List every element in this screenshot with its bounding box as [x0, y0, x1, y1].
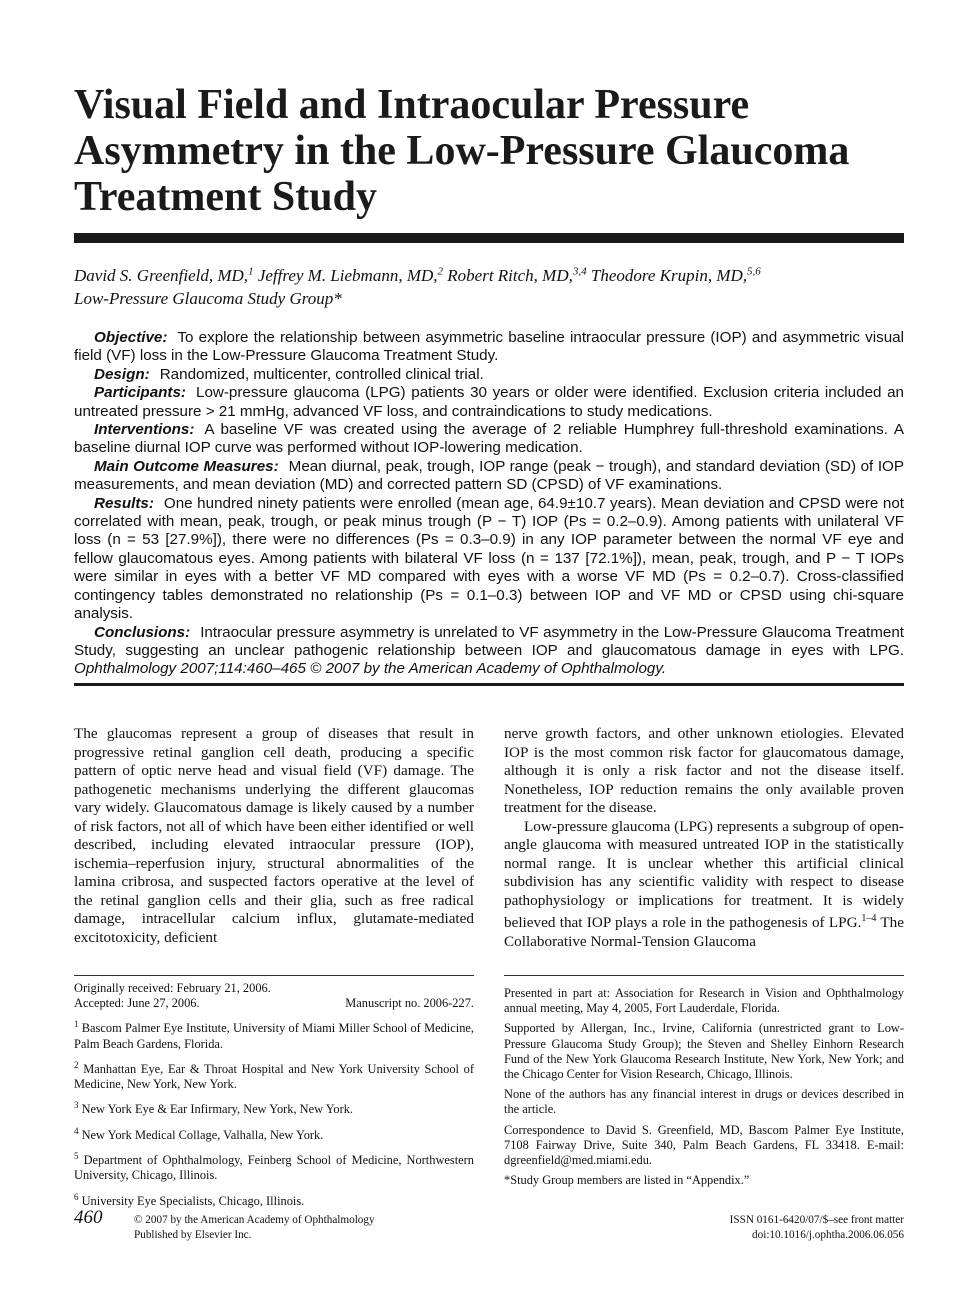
affiliation	[74, 1124, 474, 1143]
author-affil: 5,6	[747, 265, 761, 278]
study-group: Low-Pressure Glaucoma Study Group*	[74, 289, 342, 308]
abstract-label: Objective:	[94, 329, 168, 346]
abstract-design	[74, 366, 904, 384]
manuscript-number: Manuscript no. 2006-227.	[345, 996, 474, 1011]
abstract-text: Intraocular pressure asymmetry is unrelated to VF asymmetry in the Low-Pressure Glaucoma Treatment Study, suggesting an unclear pathogenic relationship between IOP and glaucomatous damage in eyes with LPG.	[74, 623, 904, 659]
publisher-info	[134, 1213, 375, 1243]
author-affil: 2	[437, 265, 444, 278]
affiliation-number: 6	[74, 1191, 79, 1202]
affiliation-number: 2	[74, 1059, 79, 1070]
doi-line[interactable]: doi:10.1016/j.ophtha.2006.06.056	[752, 1229, 904, 1241]
author-affil: 3,4	[572, 265, 587, 278]
author-name: Jeffrey M. Liebmann, MD,	[257, 266, 438, 285]
abstract-text: Mean diurnal, peak, trough, IOP range (peak − trough), and standard deviation (SD) of IOP measurements, and mean deviation (MD) and corrected pattern SD (CPSD) of VF examinations.	[74, 457, 904, 494]
abstract-participants	[74, 384, 904, 421]
abstract-objective	[74, 329, 904, 366]
abstract-label: Participants:	[94, 384, 186, 402]
abstract-text: To explore the relationship between asymmetric baseline intraocular pressure (IOP) and asymmetric visual field (VF) loss in the Low-Pressure Glaucoma Treatment Study.	[74, 329, 904, 365]
abstract-label: Design:	[94, 365, 150, 383]
publisher-line: Published by Elsevier Inc.	[134, 1229, 252, 1241]
abstract-label: Interventions:	[94, 421, 195, 439]
author-name: David S. Greenfield, MD,	[74, 266, 249, 285]
abstract-text: One hundred ninety patients were enrolled (mean age, 64.9±10.7 years). Mean deviation and CPSD were not correlated with mean, peak, trough, or peak minus trough (P − T) IOP (Ps = 0.2–0.9). Among patients with unilateral VF loss (n = 53 [27.9%]), there were no differences (Ps = 0.3–0.9) in any IOP parameter between the normal VF eye and fellow glaucomatous eyes. Among patients with bilateral VF loss (n = 137 [72.1%]), mean, peak, trough, and P − T IOPs were similar in eyes with a better VF MD compared with eyes with a worse VF MD (Ps = 0.2–0.7). Cross-classified contingency tables demonstrated no relationship (Ps = 0.1–0.3) between IOP and VF MD or CPSD using chi-square analysis.	[74, 494, 904, 623]
footnotes-right	[504, 986, 904, 1193]
affiliation-number: 5	[74, 1151, 79, 1162]
accepted-date: Accepted: June 27, 2006.	[74, 996, 200, 1011]
affiliation-text: Department of Ophthalmology, Feinberg School of Medicine, Northwestern University, Chicago, Illinois.	[74, 1153, 474, 1183]
body-column-left	[74, 725, 474, 947]
affiliation-number: 1	[74, 1019, 79, 1030]
affiliation-text: New York Medical Collage, Valhalla, New York.	[81, 1127, 324, 1142]
author-name: Robert Ritch, MD,	[447, 266, 573, 285]
abstract-text: Low-pressure glaucoma (LPG) patients 30 years or older were identified. Exclusion criteria included an untreated pressure > 21 mmHg, advanced VF loss, and contraindications to study medications.	[74, 384, 904, 420]
body-text: Low-pressure glaucoma (LPG) represents a subgroup of open-angle glaucoma with measured untreated IOP in the statistically normal range. It is unclear whether this artificial clinical subdivision has any scientific validity with respect to disease pathophysiology or implications for treatment. It is widely believed that IOP plays a role in the pathogenesis of LPG.	[504, 817, 904, 932]
abstract-label: Results:	[94, 494, 154, 512]
correspondence-note: Correspondence to David S. Greenfield, MD, Bascom Palmer Eye Institute, 7108 Fairway Drive, Suite 340, Palm Beach Gardens, FL 33418. E-mail: dgreenfield@med.miami.edu.	[504, 1122, 904, 1168]
abstract-conclusions	[74, 624, 904, 679]
body-paragraph: The glaucomas represent a group of diseases that result in progressive retinal ganglion cell death, producing a specific pattern of optic nerve head and visual field (VF) damage. The pathogenetic mechanisms underlying the different glaucomas vary widely. Glaucomatous damage is likely caused by a number of risk factors, not all of which have been either identified or well described, including elevated intraocular pressure (IOP), ischemia–reperfusion injury, structural abnormalities of the lamina cribrosa, and suspected factors operative at the level of the retinal ganglion cells and their glia, such as free radical damage, intracellular calcium influx, glutamate-mediated excitotoxicity, deficient	[74, 725, 474, 946]
received-date: Originally received: February 21, 2006.	[74, 981, 271, 995]
body-text: The Collaborative Normal-Tension Glaucoma	[504, 914, 904, 950]
affiliation	[74, 1058, 474, 1093]
abstract-label: Main Outcome Measures:	[94, 457, 279, 475]
financial-disclosure: None of the authors has any financial interest in drugs or devices described in the article.	[504, 1087, 904, 1117]
abstract-interventions	[74, 421, 904, 458]
accepted-row	[74, 996, 474, 1011]
abstract	[74, 329, 904, 679]
reference-link[interactable]: 1–4	[861, 913, 877, 924]
funding-note: Supported by Allergan, Inc., Irvine, California (unrestricted grant to Low-Pressure Glaucoma Study Group); the Steven and Shelley Einhorn Research Fund of the New York Glaucoma Research Institute, New York, New York; and the Chicago Center for Vision Research, Chicago, Illinois.	[504, 1021, 904, 1082]
issn-info	[730, 1213, 904, 1243]
page-number: 460	[74, 1207, 103, 1228]
abstract-rule	[74, 683, 904, 686]
affiliation	[74, 1190, 474, 1209]
affiliation-number: 4	[74, 1125, 79, 1136]
abstract-text: Randomized, multicenter, controlled clinical trial.	[159, 365, 484, 383]
abstract-label: Conclusions:	[94, 623, 191, 641]
author-name: Theodore Krupin, MD,	[590, 266, 748, 285]
affiliation-number: 3	[74, 1100, 79, 1111]
affiliation-text: University Eye Specialists, Chicago, Illinois.	[81, 1193, 305, 1208]
title-rule	[74, 233, 904, 243]
footnote-rule-left	[74, 975, 474, 976]
affiliation-text: Manhattan Eye, Ear & Throat Hospital and New York University School of Medicine, New York, New York.	[74, 1062, 474, 1092]
author-affil: 1	[248, 265, 254, 278]
study-group-note: *Study Group members are listed in “Appendix.”	[504, 1173, 750, 1188]
abstract-results	[74, 495, 904, 624]
affiliation	[74, 1098, 474, 1117]
author-list	[74, 264, 904, 310]
copyright-line: © 2007 by the American Academy of Ophthalmology	[134, 1214, 375, 1226]
body-paragraph	[504, 818, 904, 952]
journal-citation: Ophthalmology 2007;114:460–465 © 2007 by the American Academy of Ophthalmology.	[74, 660, 667, 678]
footnote-rule-right	[504, 975, 904, 976]
abstract-text: A baseline VF was created using the average of 2 reliable Humphrey full-threshold examinations. A baseline diurnal IOP curve was performed without IOP-lowering medication.	[74, 421, 904, 457]
body-column-right	[504, 725, 904, 951]
footnotes-left	[74, 981, 474, 1215]
affiliation	[74, 1149, 474, 1184]
body-paragraph: nerve growth factors, and other unknown etiologies. Elevated IOP is the most common risk factor for glaucomatous damage, although it is only a risk factor and not the disease itself. Nonetheless, IOP reduction remains the only available proven treatment for the disease.	[504, 725, 904, 816]
affiliation-text: Bascom Palmer Eye Institute, University of Miami Miller School of Medicine, Palm Beach Gardens, Florida.	[74, 1021, 474, 1051]
issn-line: ISSN 0161-6420/07/$–see front matter	[729, 1214, 904, 1226]
affiliation	[74, 1017, 474, 1052]
article-title: Visual Field and Intraocular Pressure Asymmetry in the Low-Pressure Glaucoma Treatment Study	[74, 82, 850, 220]
affiliation-text: New York Eye & Ear Infirmary, New York, New York.	[81, 1102, 354, 1117]
abstract-outcome-measures	[74, 458, 904, 495]
presentation-note: Presented in part at: Association for Research in Vision and Ophthalmology annual meeting, May 4, 2005, Fort Lauderdale, Florida.	[504, 986, 904, 1016]
